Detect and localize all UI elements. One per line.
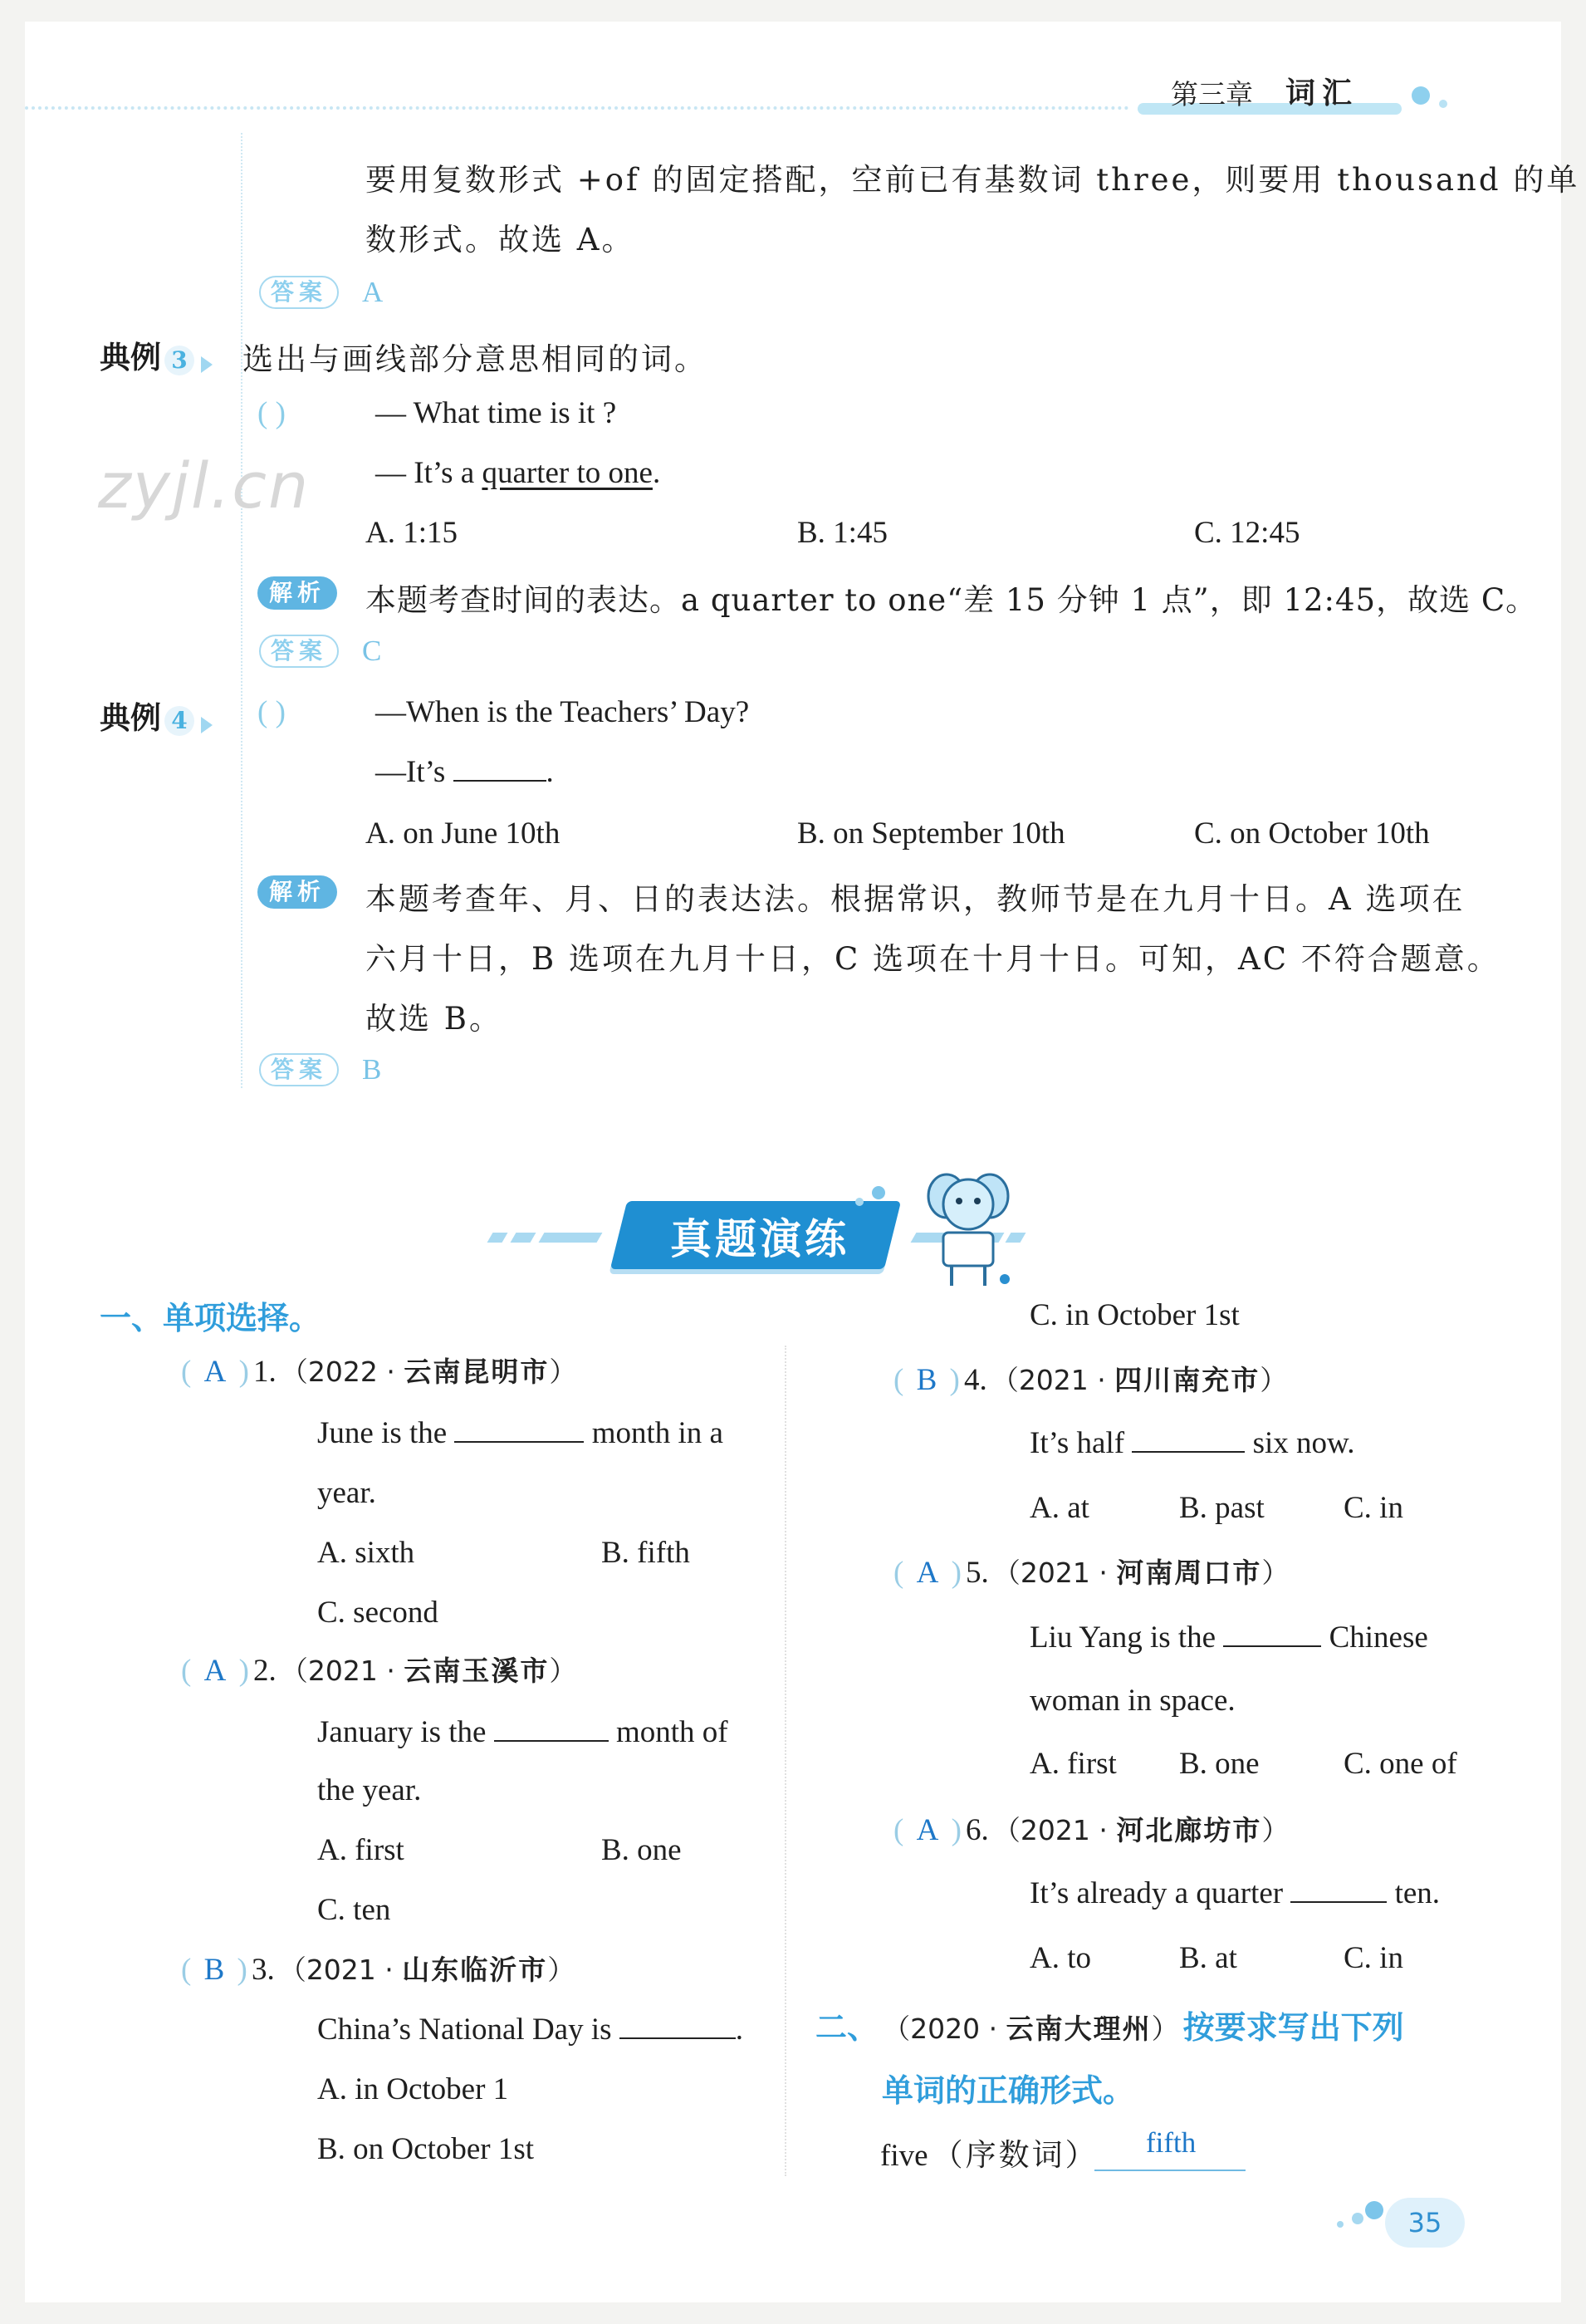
example-4-option-a: A. on June 10th: [365, 816, 560, 851]
example-4-q1: —When is the Teachers’ Day?: [375, 695, 750, 729]
question-2-option-a: A. first: [317, 1833, 404, 1867]
explanation-rule: [241, 133, 242, 1088]
answer-badge: 答案: [259, 635, 339, 668]
underlined-phrase: quarter to one: [482, 456, 653, 490]
answer-badge: 答案: [259, 1053, 339, 1086]
question-2-option-b: B. one: [601, 1833, 682, 1867]
question-1-option-a: A. sixth: [317, 1536, 415, 1570]
question-3-stem: China’s National Day is .: [317, 2013, 744, 2047]
question-6-answer: A: [916, 1813, 939, 1847]
example-4-paren: ( ): [257, 695, 286, 729]
example-3-prompt: 选出与画线部分意思相同的词。: [242, 341, 707, 377]
header-chapter: 第三章: [1171, 78, 1253, 110]
arrow-icon: [201, 717, 213, 733]
example-3-option-c: C. 12:45: [1194, 516, 1300, 550]
question-5-option-c: C. one of: [1344, 1747, 1457, 1781]
example-3-analysis: 本题考查时间的表达。a quarter to one“差 15 分钟 1 点”，即 12:45，故选 C。: [365, 582, 1538, 618]
example-3-answer: C: [362, 635, 382, 667]
question-2-stem-2: the year.: [317, 1773, 422, 1807]
example-4-label: 典例 4: [100, 693, 213, 738]
banner-title: 真题演练: [670, 1215, 849, 1263]
intro-answer: A: [362, 276, 384, 308]
question-4-option-b: B. past: [1179, 1491, 1265, 1525]
question-3-answer: B: [203, 1953, 225, 1987]
question-6-option-c: C. in: [1344, 1941, 1403, 1975]
question-5-stem: Liu Yang is the Chinese: [1030, 1620, 1428, 1655]
question-3-option-a: A. in October 1: [317, 2072, 509, 2106]
question-6-stem: It’s already a quarter ten.: [1030, 1876, 1441, 1910]
question-1-option-c: C. second: [317, 1596, 438, 1630]
example-4-analysis-2: 六月十日，B 选项在九月十日，C 选项在十月十日。可知，AC 不符合题意。: [365, 941, 1500, 977]
question-6-option-a: A. to: [1030, 1941, 1091, 1975]
question-3-header: ( B ) 3. （2021 · 山东临沂市）: [181, 1953, 575, 1987]
answer-line: [1094, 2170, 1246, 2171]
section-2-answer: fifth: [1146, 2126, 1197, 2159]
question-5-stem-2: woman in space.: [1030, 1684, 1236, 1718]
intro-line-1: 要用复数形式 +of 的固定搭配，空前已有基数词 three，则要用 thousand 的单: [365, 162, 1580, 198]
question-1-answer: A: [203, 1355, 227, 1389]
question-3-option-b: B. on October 1st: [317, 2132, 535, 2166]
section-1-heading: 一、单项选择。: [100, 1300, 321, 1336]
example-3-q1: — What time is it ?: [375, 396, 617, 430]
question-5-answer: A: [916, 1556, 939, 1590]
question-2-header: ( A ) 2. （2021 · 云南玉溪市）: [181, 1654, 577, 1688]
analysis-badge: 解析: [257, 576, 337, 610]
question-5-option-a: A. first: [1030, 1747, 1117, 1781]
example-3-paren: ( ): [257, 396, 286, 430]
question-4-option-a: A. at: [1030, 1491, 1089, 1525]
header-dotted-rule: [25, 106, 1129, 110]
section-banner: [490, 1163, 1104, 1287]
question-5-option-b: B. one: [1179, 1747, 1260, 1781]
question-1-header: ( A ) 1. （2022 · 云南昆明市）: [181, 1355, 577, 1389]
analysis-badge: 解析: [257, 875, 337, 909]
watermark: zyjl.cn: [98, 449, 311, 522]
example-3-label: 典例 3: [100, 332, 213, 377]
question-1-stem: June is the month in a: [317, 1416, 723, 1450]
header-section: 词汇: [1285, 76, 1359, 110]
decor-dot-icon: [1337, 2221, 1344, 2228]
example-3-q2: — It’s a quarter to one.: [375, 456, 661, 490]
example-4-option-c: C. on October 10th: [1194, 816, 1430, 851]
page-number: 35: [1385, 2198, 1465, 2248]
example-3-option-a: A. 1:15: [365, 516, 458, 550]
question-3-option-c: C. in October 1st: [1030, 1298, 1240, 1332]
decor-dot-icon: [1365, 2201, 1383, 2219]
question-1-stem-2: year.: [317, 1476, 376, 1510]
question-5-header: ( A ) 5. （2021 · 河南周口市）: [893, 1556, 1290, 1590]
column-divider: [785, 1346, 786, 2176]
answer-badge: 答案: [259, 276, 339, 309]
intro-line-2: 数形式。故选 A。: [365, 222, 635, 257]
question-2-answer: A: [203, 1654, 227, 1688]
question-6-option-b: B. at: [1179, 1941, 1237, 1975]
elephant-mascot-icon: [922, 1163, 1013, 1287]
section-2-heading-2: 单词的正确形式。: [882, 2072, 1135, 2109]
example-4-analysis-3: 故选 B。: [365, 1001, 502, 1037]
header-dot-icon: [1412, 86, 1430, 105]
example-4-answer: B: [362, 1053, 382, 1086]
arrow-icon: [201, 356, 213, 373]
section-2-item: five （序数词）: [880, 2137, 1099, 2173]
question-4-header: ( B ) 4. （2021 · 四川南充市）: [893, 1363, 1288, 1397]
example-4-option-b: B. on September 10th: [797, 816, 1065, 851]
section-2-heading: 二、 （2020 · 云南大理州） 按要求写出下列: [815, 2009, 1404, 2046]
question-6-header: ( A ) 6. （2021 · 河北廊坊市）: [893, 1813, 1290, 1847]
question-4-stem: It’s half six now.: [1030, 1426, 1355, 1460]
question-2-stem: January is the month of: [317, 1715, 728, 1749]
decor-dot-icon: [1352, 2213, 1363, 2224]
question-4-answer: B: [916, 1363, 937, 1397]
example-3-option-b: B. 1:45: [797, 516, 888, 550]
example-4-analysis-1: 本题考查年、月、日的表达法。根据常识，教师节是在九月十日。A 选项在: [365, 881, 1466, 917]
question-2-option-c: C. ten: [317, 1893, 391, 1927]
header-small-dot-icon: [1439, 100, 1447, 108]
example-4-q2: —It’s .: [375, 755, 554, 789]
question-4-option-c: C. in: [1344, 1491, 1403, 1525]
question-1-option-b: B. fifth: [601, 1536, 690, 1570]
